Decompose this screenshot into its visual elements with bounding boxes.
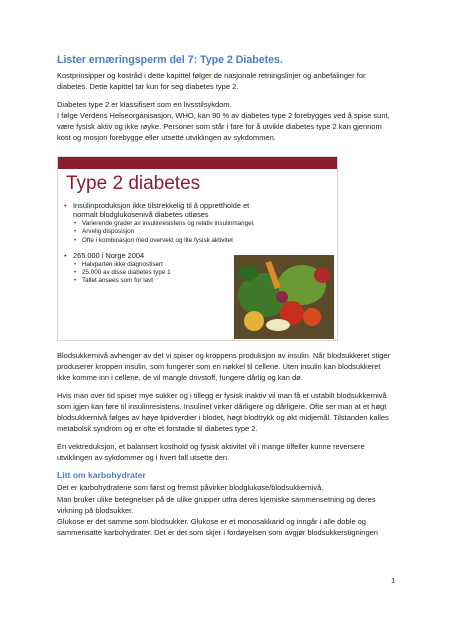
slide-bullet-text: 265.000 i Norge 2004	[73, 250, 145, 260]
slide-bullet-text: normalt blodglukosenivå diabetes utløses	[73, 210, 209, 220]
text-line: I følge Verdens Helseorganisasjon, WHO, kan 90 % av diabetes type 2 forebygges ved å spise sunt,	[57, 111, 390, 121]
text-line: sammensatte karbohydrater. Det er det som skjer i fordøyelsen som avgjør blodsukkerstigningen	[57, 527, 378, 537]
bullet-marker: •	[74, 236, 77, 244]
page-content	[57, 54, 397, 538]
slide-image	[57, 156, 338, 341]
slide-sub-bullet-text: Arvelig disposisjon	[82, 228, 135, 236]
slide-header-bar	[58, 157, 337, 169]
text-line: være fysisk aktiv og ikke røyke. Personer som står i fare for å utvikle diabetes type 2 kan gjennom	[57, 122, 382, 132]
text-line: utviklingen av sykdommer og i hvert fall utsette den.	[57, 453, 230, 463]
text-line: Diabetes type 2 er klassifisert som en livsstilsykdom.	[57, 100, 232, 110]
bullet-marker: •	[74, 277, 77, 285]
bullet-marker: •	[74, 228, 77, 236]
slide-bullet-continuation	[64, 210, 330, 220]
bullet-marker: •	[74, 268, 77, 276]
page-number: 1	[391, 576, 396, 585]
text-line: Man bruker ulike betegnelser på de ulike grupper utfra deres kjemiske sammensetning og deres	[57, 494, 376, 504]
slide-sub-bullet-text: Varierende grader av insulinresistens og relativ insulinmangel.	[82, 219, 255, 227]
slide-sub-bullet-text: Halvparten ikke diagnostisert	[82, 260, 163, 268]
text-line: ikke komme inn i cellene, de vil mangle drivstoff, fungere dårlig og kan dø.	[57, 372, 303, 382]
bullet-marker: •	[64, 200, 67, 210]
slide-bullet	[64, 201, 330, 211]
text-line: produserer kroppen insulin, som fungerer som en nøkkel til cellene. Uten insulin kan blodsukkeret	[57, 361, 381, 371]
text-line: Det er karbohydratene som først og fremst påvirker blodglukose/blodsukkernivå.	[57, 483, 324, 493]
intro-paragraph	[57, 70, 397, 92]
text-line: Glukose er det samme som blodsukker. Glukose er et monosakkarid og inngår i alle doble og	[57, 516, 366, 526]
text-line: diabetes. Dette kapittel tar kun for seg diabetes type 2.	[57, 82, 239, 92]
text-line: virkning på blodsukker.	[57, 505, 134, 515]
document-title: Lister ernæringsperm del 7: Type 2 Diabetes.	[57, 54, 283, 66]
text-line: metabolsk syndrom og er ofte et forstadie til diabetes type 2.	[57, 424, 258, 434]
slide-sub-bullet	[64, 228, 330, 236]
bullet-marker: •	[74, 219, 77, 227]
slide-sub-bullet	[64, 237, 330, 245]
blood-sugar-paragraph	[57, 350, 397, 383]
section-heading: Litt om karbohydrater	[57, 470, 146, 481]
slide-bullet-text: Insulinproduksjon ikke tilstrekkelig til å opprettholde et	[73, 200, 250, 210]
text-line: kost og mosjon forebygge eller utsette utviklingen av sykdommen.	[57, 133, 276, 143]
insulin-resistance-paragraph	[57, 390, 397, 434]
weight-reduction-paragraph	[57, 441, 397, 463]
text-line: Blodsukkernivå avhenger av det vi spiser og kroppens produksjon av insulin. Når blodsukkeret stiger	[57, 350, 391, 360]
slide-title: Type 2 diabetes	[66, 172, 201, 194]
slide-sub-bullet-text: 25.000 av disse diabetes type 1	[82, 268, 171, 276]
text-line: En vektreduksjon, et balansert kosthold og fysisk aktivitet vil i mange tilfeller kunne reversere	[57, 442, 365, 452]
slide-sub-bullet-text: Ofte i kombinasjon med overvekt og lite fysisk aktivitet	[82, 236, 233, 244]
text-line: blodsukkernivå følges av høye lipidverdier i blodet, høgt blodtrykk og økt midjemål. Tilstanden kalles	[57, 413, 389, 423]
slide-sub-bullet	[64, 220, 330, 228]
carbohydrates-paragraph	[57, 482, 397, 537]
text-line: som igjen kan føre til insulinresistens. Insulinet virker dårligere og dårligere. Ofte ser man at et høgt	[57, 401, 387, 411]
classification-paragraph	[57, 99, 397, 143]
bullet-marker: •	[64, 250, 67, 260]
text-line: Kostprinsipper og kostråd i dette kapittel følger de nasjonale retningslinjer og anbefalinger for	[57, 71, 366, 80]
text-line: Hvis man over tid spiser mye sukker og i tillegg er fysisk inaktiv vil man få et ustabilt blodsukkernivå	[57, 390, 387, 400]
vegetables-photo	[234, 255, 334, 339]
slide-sub-bullet-text: Tallet ansees som for lavt	[82, 277, 154, 285]
bullet-marker: •	[74, 260, 77, 268]
